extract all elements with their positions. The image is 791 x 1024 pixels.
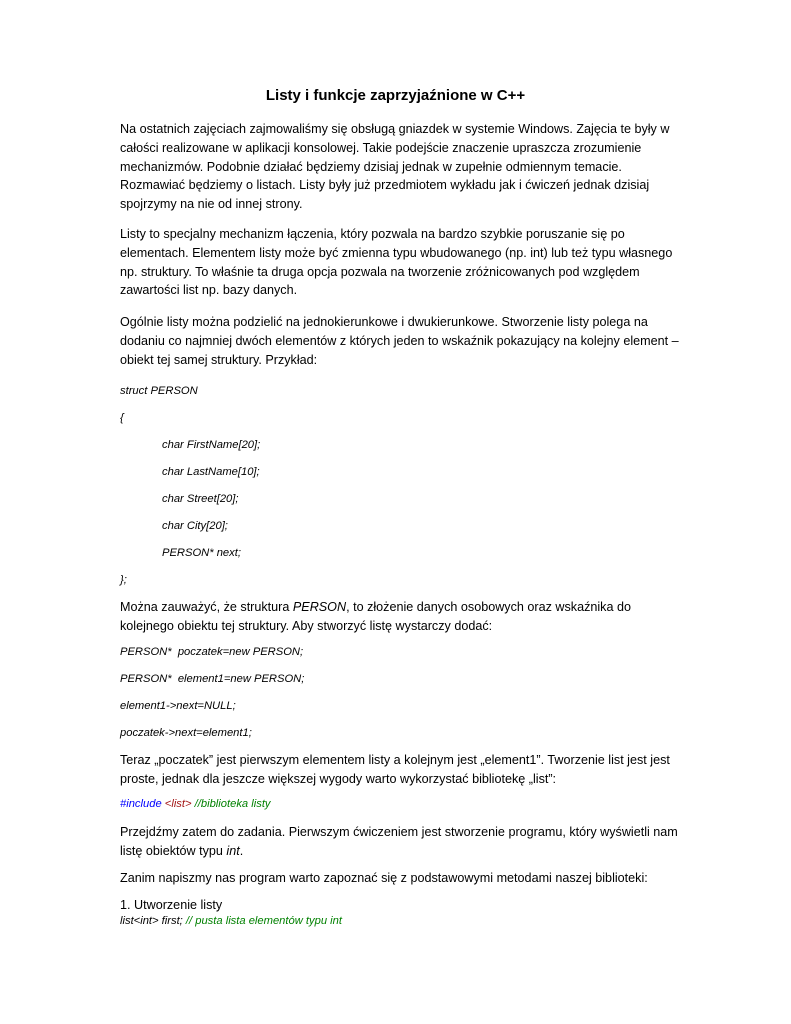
code-comment: // pusta lista elementów typu int — [185, 915, 342, 927]
code-struct-field: char Street[20]; — [162, 493, 239, 505]
code-list-line: element1->next=NULL; — [120, 700, 236, 712]
paragraph-list-library: Teraz „poczatek” jest pierwszym elementem listy a kolejnym jest „element1”. Tworzenie list jest jest proste, jednak dla jeszcze większej wygody warto wykorzystać bibliotekę „list”: — [120, 753, 670, 786]
paragraph-methods-intro: Zanim napiszmy nas program warto zapoznać się z podstawowymi metodami naszej biblioteki: — [120, 871, 648, 885]
code-include-line — [120, 797, 271, 811]
section-heading: 1. Utworzenie listy — [120, 898, 223, 912]
paragraph-lists-definition: Listy to specjalny mechanizm łączenia, który pozwala na bardzo szybkie poruszanie się po elementach. Elementem listy może być zmienna typu wbudowanego (np. int) lub też typu własnego np. struktury. To właśnie ta druga opcja pozwala na tworzenie zróżnicowanych pod względem zawartości list np. bazy danych. — [120, 227, 673, 298]
include-comment: //biblioteka listy — [191, 798, 271, 810]
code-struct-field: char City[20]; — [162, 520, 228, 532]
paragraph-intro: Na ostatnich zajęciach zajmowaliśmy się obsługą gniazdek w systemie Windows. Zajęcia te były w całości realizowane w aplikacji konsolowej. Takie podejście znaczenie upraszcza zrozumienie mechanizmów. Podobnie działać będziemy dzisiaj jednak w zupełnie odmiennym temacie. Rozmawiać będziemy o listach. Listy były już przedmiotem wykładu jak i ćwiczeń jednak dzisiaj spojrzymy na nie od innej strony. — [120, 122, 670, 212]
paragraph-struct-note: Można zauważyć, że struktura PERSON, to złożenie danych osobowych oraz wskaźnika do kolejnego obiektu tej struktury. Aby stworzyć listę wystarczy dodać: — [120, 600, 631, 633]
include-directive: #include — [120, 798, 162, 810]
code-struct-field: char LastName[10]; — [162, 466, 260, 478]
code-list-line: PERSON* poczatek=new PERSON; — [120, 646, 304, 658]
code-list-first: list<int> first; // pusta lista elementów typu int — [120, 915, 342, 927]
paragraph-exercise: Przejdźmy zatem do zadania. Pierwszym ćwiczeniem jest stworzenie programu, który wyświetli nam listę obiektów typu int. — [120, 825, 678, 858]
document-title: Listy i funkcje zaprzyjaźnione w C++ — [265, 87, 526, 104]
code-list-line: PERSON* element1=new PERSON; — [120, 673, 305, 685]
code-struct-head: struct PERSON — [120, 385, 198, 397]
paragraph-list-types: Ogólnie listy można podzielić na jednokierunkowe i dwukierunkowe. Stworzenie listy polega na dodaniu co najmniej dwóch elementów z których jeden to wskaźnik pokazujący na kolejny element – obiekt tej samej struktury. Przykład: — [120, 315, 679, 367]
code-struct-field: PERSON* next; — [162, 547, 241, 559]
code-struct-field: char FirstName[20]; — [162, 439, 261, 451]
code-struct-open: { — [120, 412, 124, 424]
code-struct-close: }; — [120, 574, 127, 586]
code-list-line: poczatek->next=element1; — [120, 727, 252, 739]
include-header: <list> — [164, 798, 192, 810]
